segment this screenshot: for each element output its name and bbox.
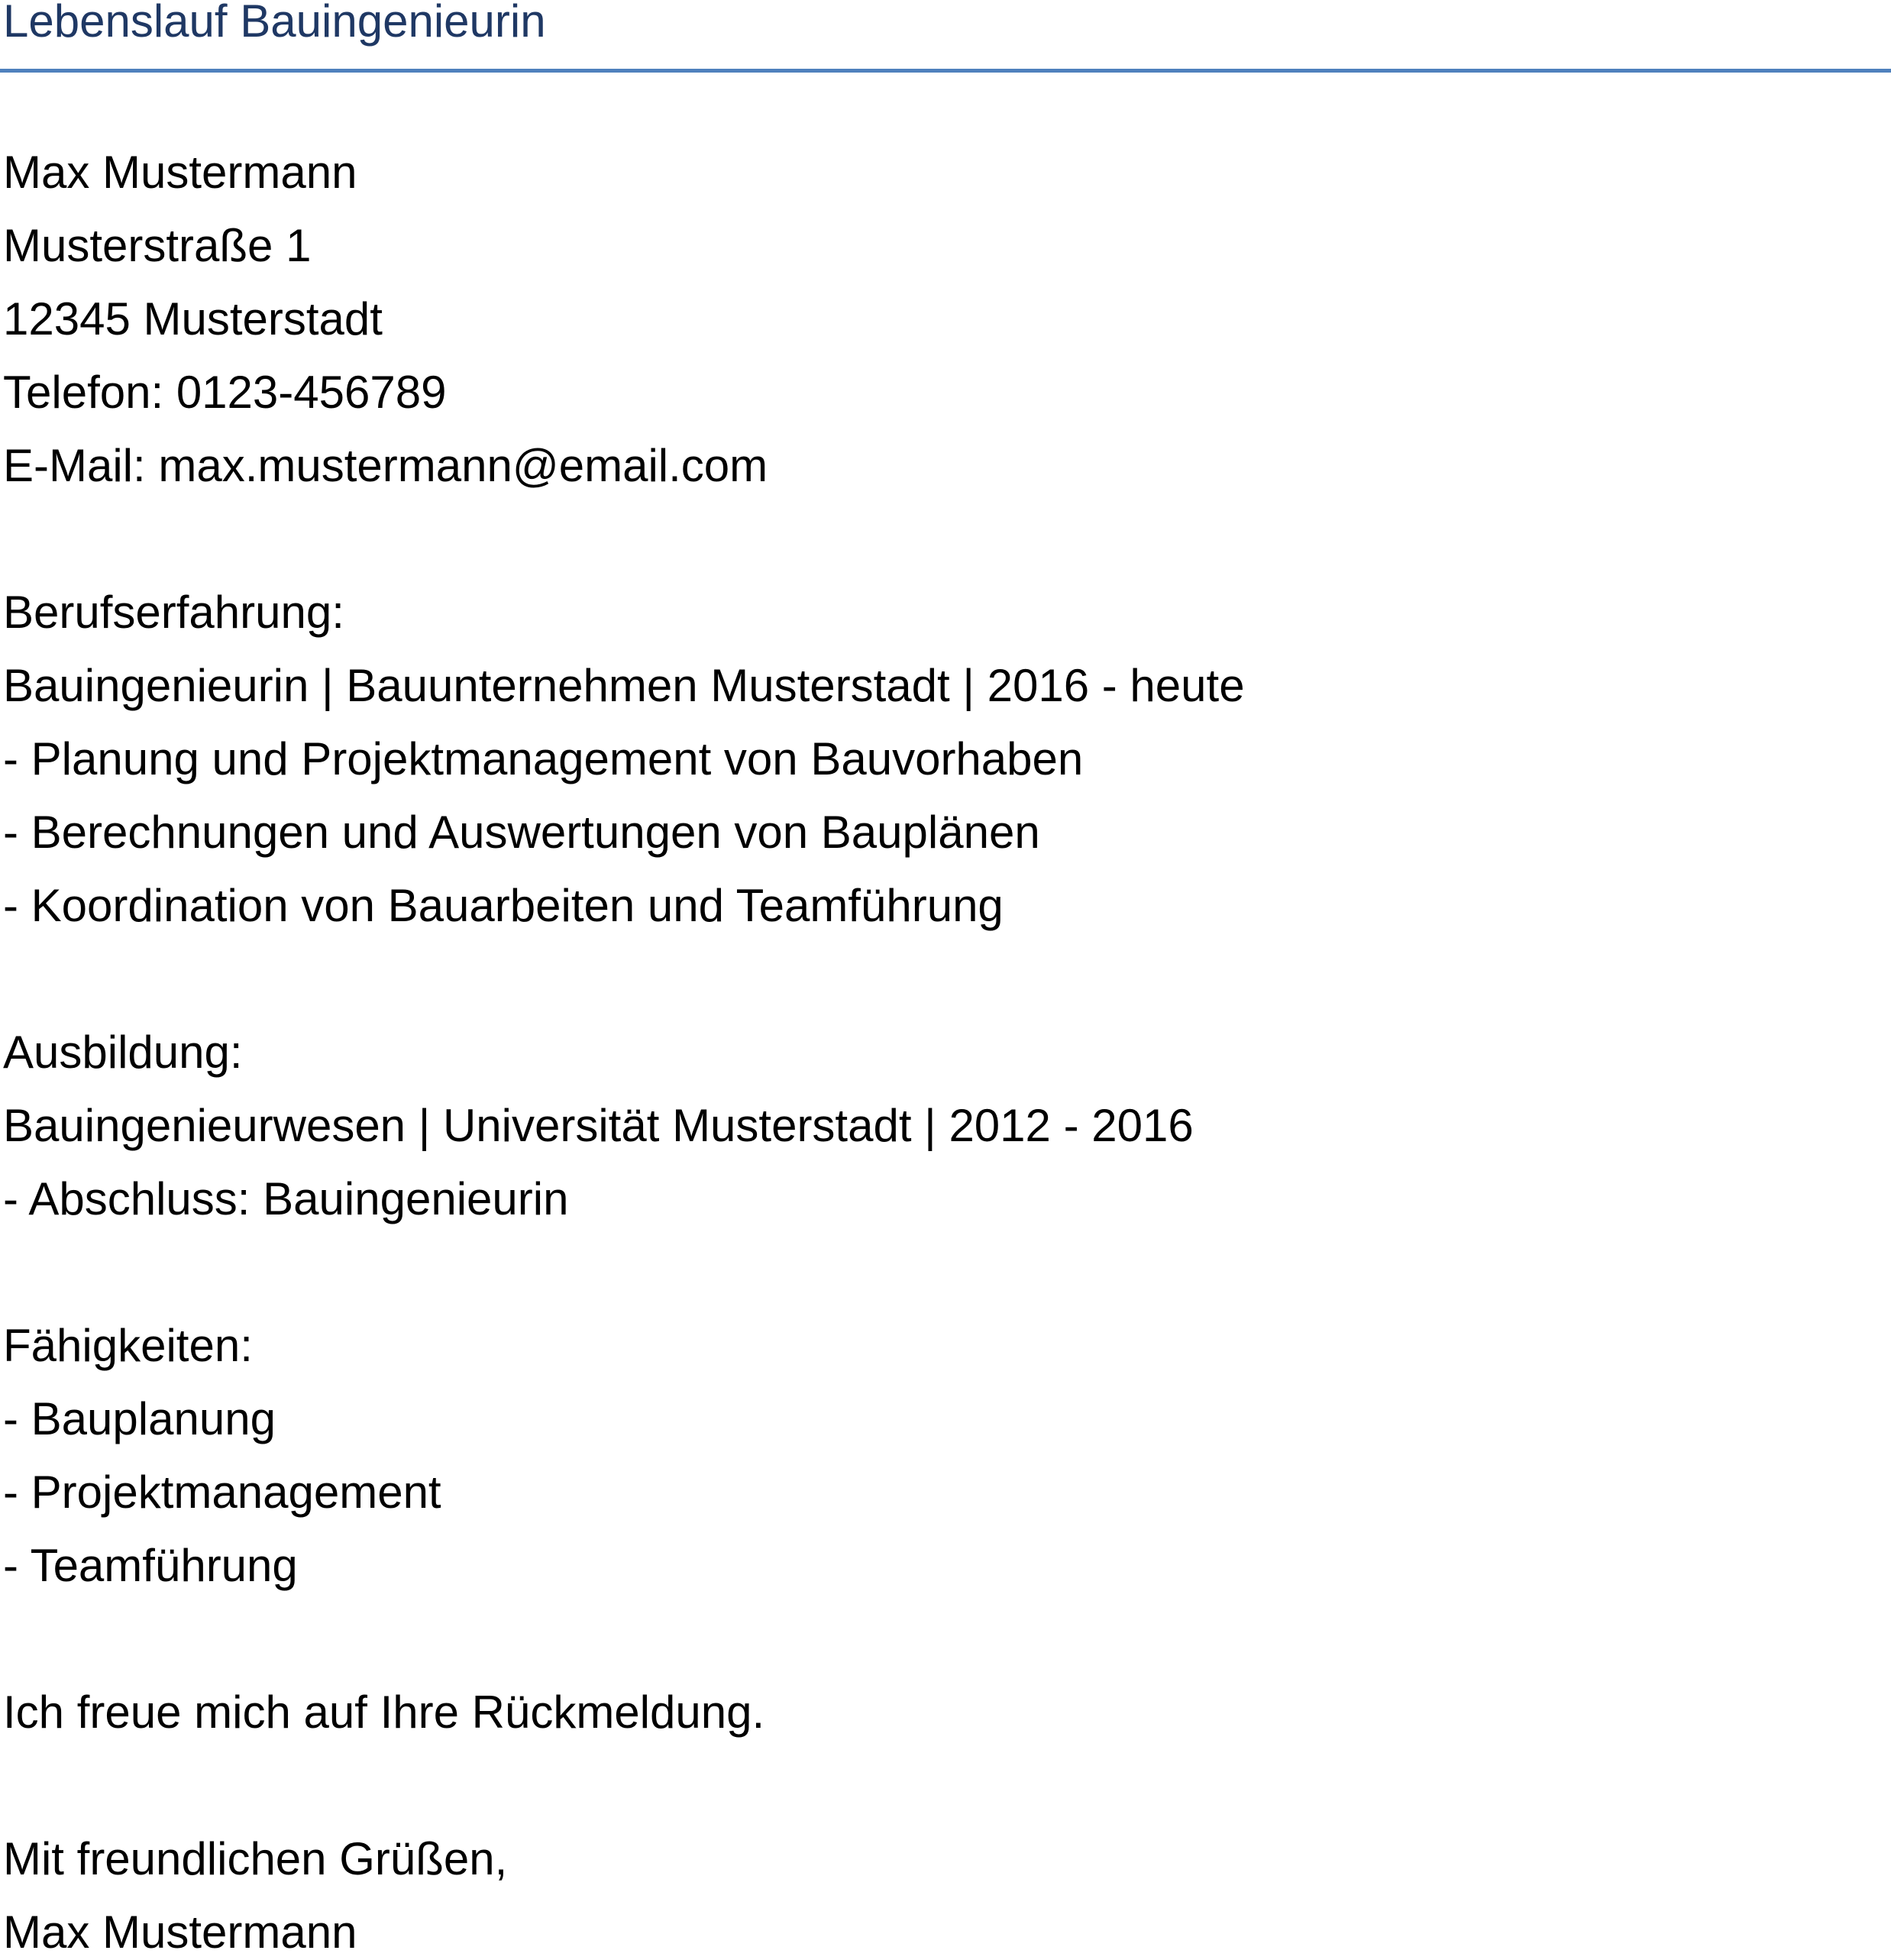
document-title: Lebenslauf Bauingenieurin bbox=[3, 0, 546, 47]
contact-name: Max Mustermann bbox=[3, 147, 357, 198]
skill-item: - Teamführung bbox=[3, 1540, 298, 1591]
experience-bullet: - Berechnungen und Auswertungen von Bauplänen bbox=[3, 807, 1040, 858]
education-entry: Bauingenieurwesen | Universität Musterstadt | 2012 - 2016 bbox=[3, 1100, 1194, 1151]
contact-city: 12345 Musterstadt bbox=[3, 293, 383, 344]
contact-phone: Telefon: 0123-456789 bbox=[3, 367, 447, 418]
signoff: Mit freundlichen Grüßen, bbox=[3, 1833, 508, 1884]
skill-item: - Bauplanung bbox=[3, 1393, 276, 1444]
education-heading: Ausbildung: bbox=[3, 1027, 243, 1078]
skills-heading: Fähigkeiten: bbox=[3, 1320, 253, 1371]
experience-bullet: - Planung und Projektmanagement von Bauvorhaben bbox=[3, 733, 1084, 784]
signature-name: Max Mustermann bbox=[3, 1907, 357, 1958]
experience-heading: Berufserfahrung: bbox=[3, 587, 344, 638]
contact-street: Musterstraße 1 bbox=[3, 220, 312, 271]
closing-sentence: Ich freue mich auf Ihre Rückmeldung. bbox=[3, 1687, 765, 1738]
education-bullet: - Abschluss: Bauingenieurin bbox=[3, 1173, 569, 1224]
contact-email: E-Mail: max.mustermann@email.com bbox=[3, 440, 768, 491]
experience-bullet: - Koordination von Bauarbeiten und Teamführung bbox=[3, 880, 1004, 931]
title-underline-rule bbox=[0, 69, 1891, 73]
experience-entry: Bauingenieurin | Bauunternehmen Musterstadt | 2016 - heute bbox=[3, 660, 1245, 711]
skill-item: - Projektmanagement bbox=[3, 1467, 441, 1518]
